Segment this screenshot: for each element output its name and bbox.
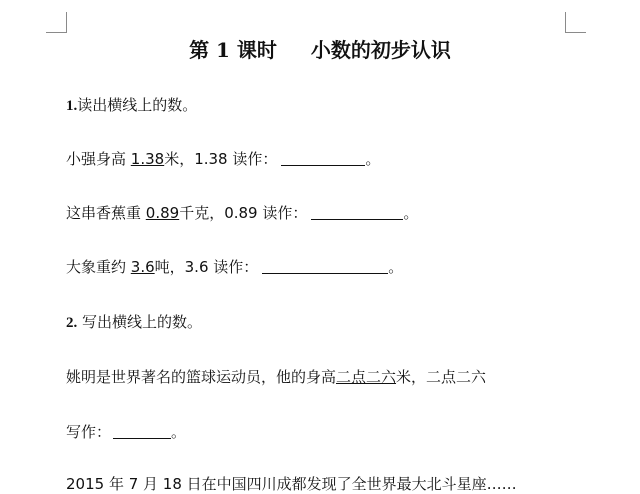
question-text: 姚明是世界著名的篮球运动员，他的身高 xyxy=(66,368,337,386)
question-end: 。 xyxy=(365,150,381,168)
question-text: 千克，0.89 读作： xyxy=(179,204,308,222)
answer-blank[interactable] xyxy=(311,204,403,220)
crop-mark-top-right xyxy=(565,12,586,33)
question-text: 米，1.38 读作： xyxy=(164,150,278,168)
question-text: 大象重约 xyxy=(66,258,131,276)
question-height xyxy=(66,148,380,169)
section-2-number: 2. xyxy=(66,315,78,331)
question-end: 。 xyxy=(388,258,404,276)
underlined-number: 3.6 xyxy=(130,258,155,276)
crop-mark-top-left xyxy=(46,12,67,33)
lesson-topic: 小数的初步认识 xyxy=(310,38,451,62)
answer-blank[interactable] xyxy=(113,423,171,439)
question-text: 小强身高 xyxy=(66,150,131,168)
question-end: 。 xyxy=(171,423,187,441)
write-label: 写作： xyxy=(66,423,112,441)
question-end: 。 xyxy=(403,204,419,222)
page-title xyxy=(0,34,640,63)
section-1-text: 读出横线上的数。 xyxy=(77,96,198,114)
question-yao-ming-answer xyxy=(66,421,186,442)
underlined-number: 1.38 xyxy=(130,150,165,168)
answer-blank[interactable] xyxy=(262,258,388,274)
question-yao-ming xyxy=(66,366,486,387)
question-text: 米，二点二六 xyxy=(396,368,487,386)
lesson-number: 第 1 课时 xyxy=(189,38,277,62)
question-text: 这串香蕉重 xyxy=(66,204,146,222)
question-banana xyxy=(66,202,418,223)
underlined-number: 二点二六 xyxy=(336,368,397,386)
section-1-number: 1. xyxy=(66,98,78,114)
question-text: 2015 年 7 月 18 日在中国四川成都发现了全世界最大北斗星座…… xyxy=(66,475,517,493)
question-elephant xyxy=(66,256,403,277)
section-1-heading xyxy=(66,94,197,115)
section-2-heading xyxy=(66,311,202,332)
answer-blank[interactable] xyxy=(281,150,365,166)
section-2-text: 写出横线上的数。 xyxy=(77,313,203,331)
question-partial-cut-off xyxy=(66,473,517,494)
question-text: 吨，3.6 读作： xyxy=(154,258,259,276)
underlined-number: 0.89 xyxy=(145,204,180,222)
